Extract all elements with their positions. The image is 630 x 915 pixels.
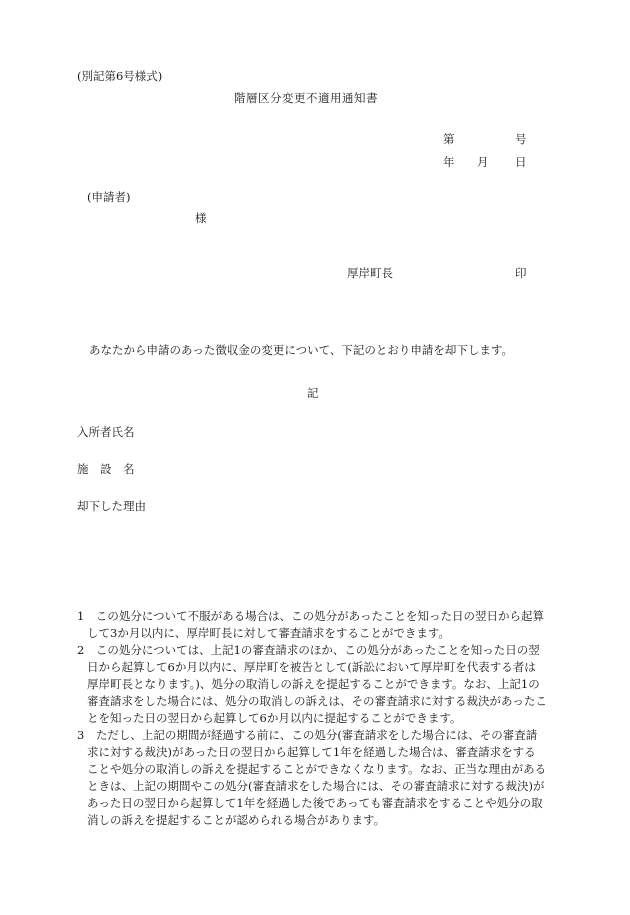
ki-heading: 記 xyxy=(307,386,319,400)
note-item: 2 この処分については、上記1の審査請求のほか、この処分があったことを知った日の翌日から起算して6か月以内に、厚岸町を被告として(訴訟において厚岸町を代表する者は厚岸町長となります。)、処分の取消しの訴えを提起することができます。なお、上記1の審査請求をした場合には、処分の取消しの訴えは、その審査請求に対する裁決があったことを知った日の翌日から起算して6か月以内に提起することができます。 xyxy=(77,643,547,725)
resident-name-label: 入所者氏名 xyxy=(77,425,135,439)
date-day: 日 xyxy=(515,155,527,169)
form-label: (別記第6号様式) xyxy=(77,69,163,83)
number-suffix: 号 xyxy=(515,132,527,146)
honorific: 様 xyxy=(195,211,207,225)
notes-section xyxy=(77,608,547,829)
facility-name-label: 施 設 名 xyxy=(77,462,135,476)
note-item: 3 ただし、上記の期間が経過する前に、この処分(審査請求をした場合には、その審査請求に対する裁決)があった日の翌日から起算して1年を経過した場合は、審査請求をすることや処分の取消しの訴えを提起することができなくなります。なお、正当な理由があるときは、上記の期間やこの処分(審査請求をした場合には、その審査請求に対する裁決)があった日の翌日から起算して1年を経過した後であっても審査請求をすることや処分の取消しの訴えを提起することが認められる場合があります。 xyxy=(77,728,547,827)
date-year: 年 xyxy=(443,155,455,169)
seal-mark: 印 xyxy=(515,266,527,280)
document-title: 階層区分変更不適用通知書 xyxy=(234,91,378,105)
reason-label: 却下した理由 xyxy=(77,499,146,513)
body-text: あなたから申請のあった徴収金の変更について、下記のとおり申請を却下します。 xyxy=(89,343,514,357)
issuer: 厚岸町長 xyxy=(347,266,393,280)
applicant-label: (申請者) xyxy=(87,190,131,204)
number-prefix: 第 xyxy=(443,132,455,146)
date-month: 月 xyxy=(477,155,489,169)
note-item: 1 この処分について不服がある場合は、この処分があったことを知った日の翌日から起算して3か月以内に、厚岸町長に対して審査請求をすることができます。 xyxy=(77,609,544,640)
